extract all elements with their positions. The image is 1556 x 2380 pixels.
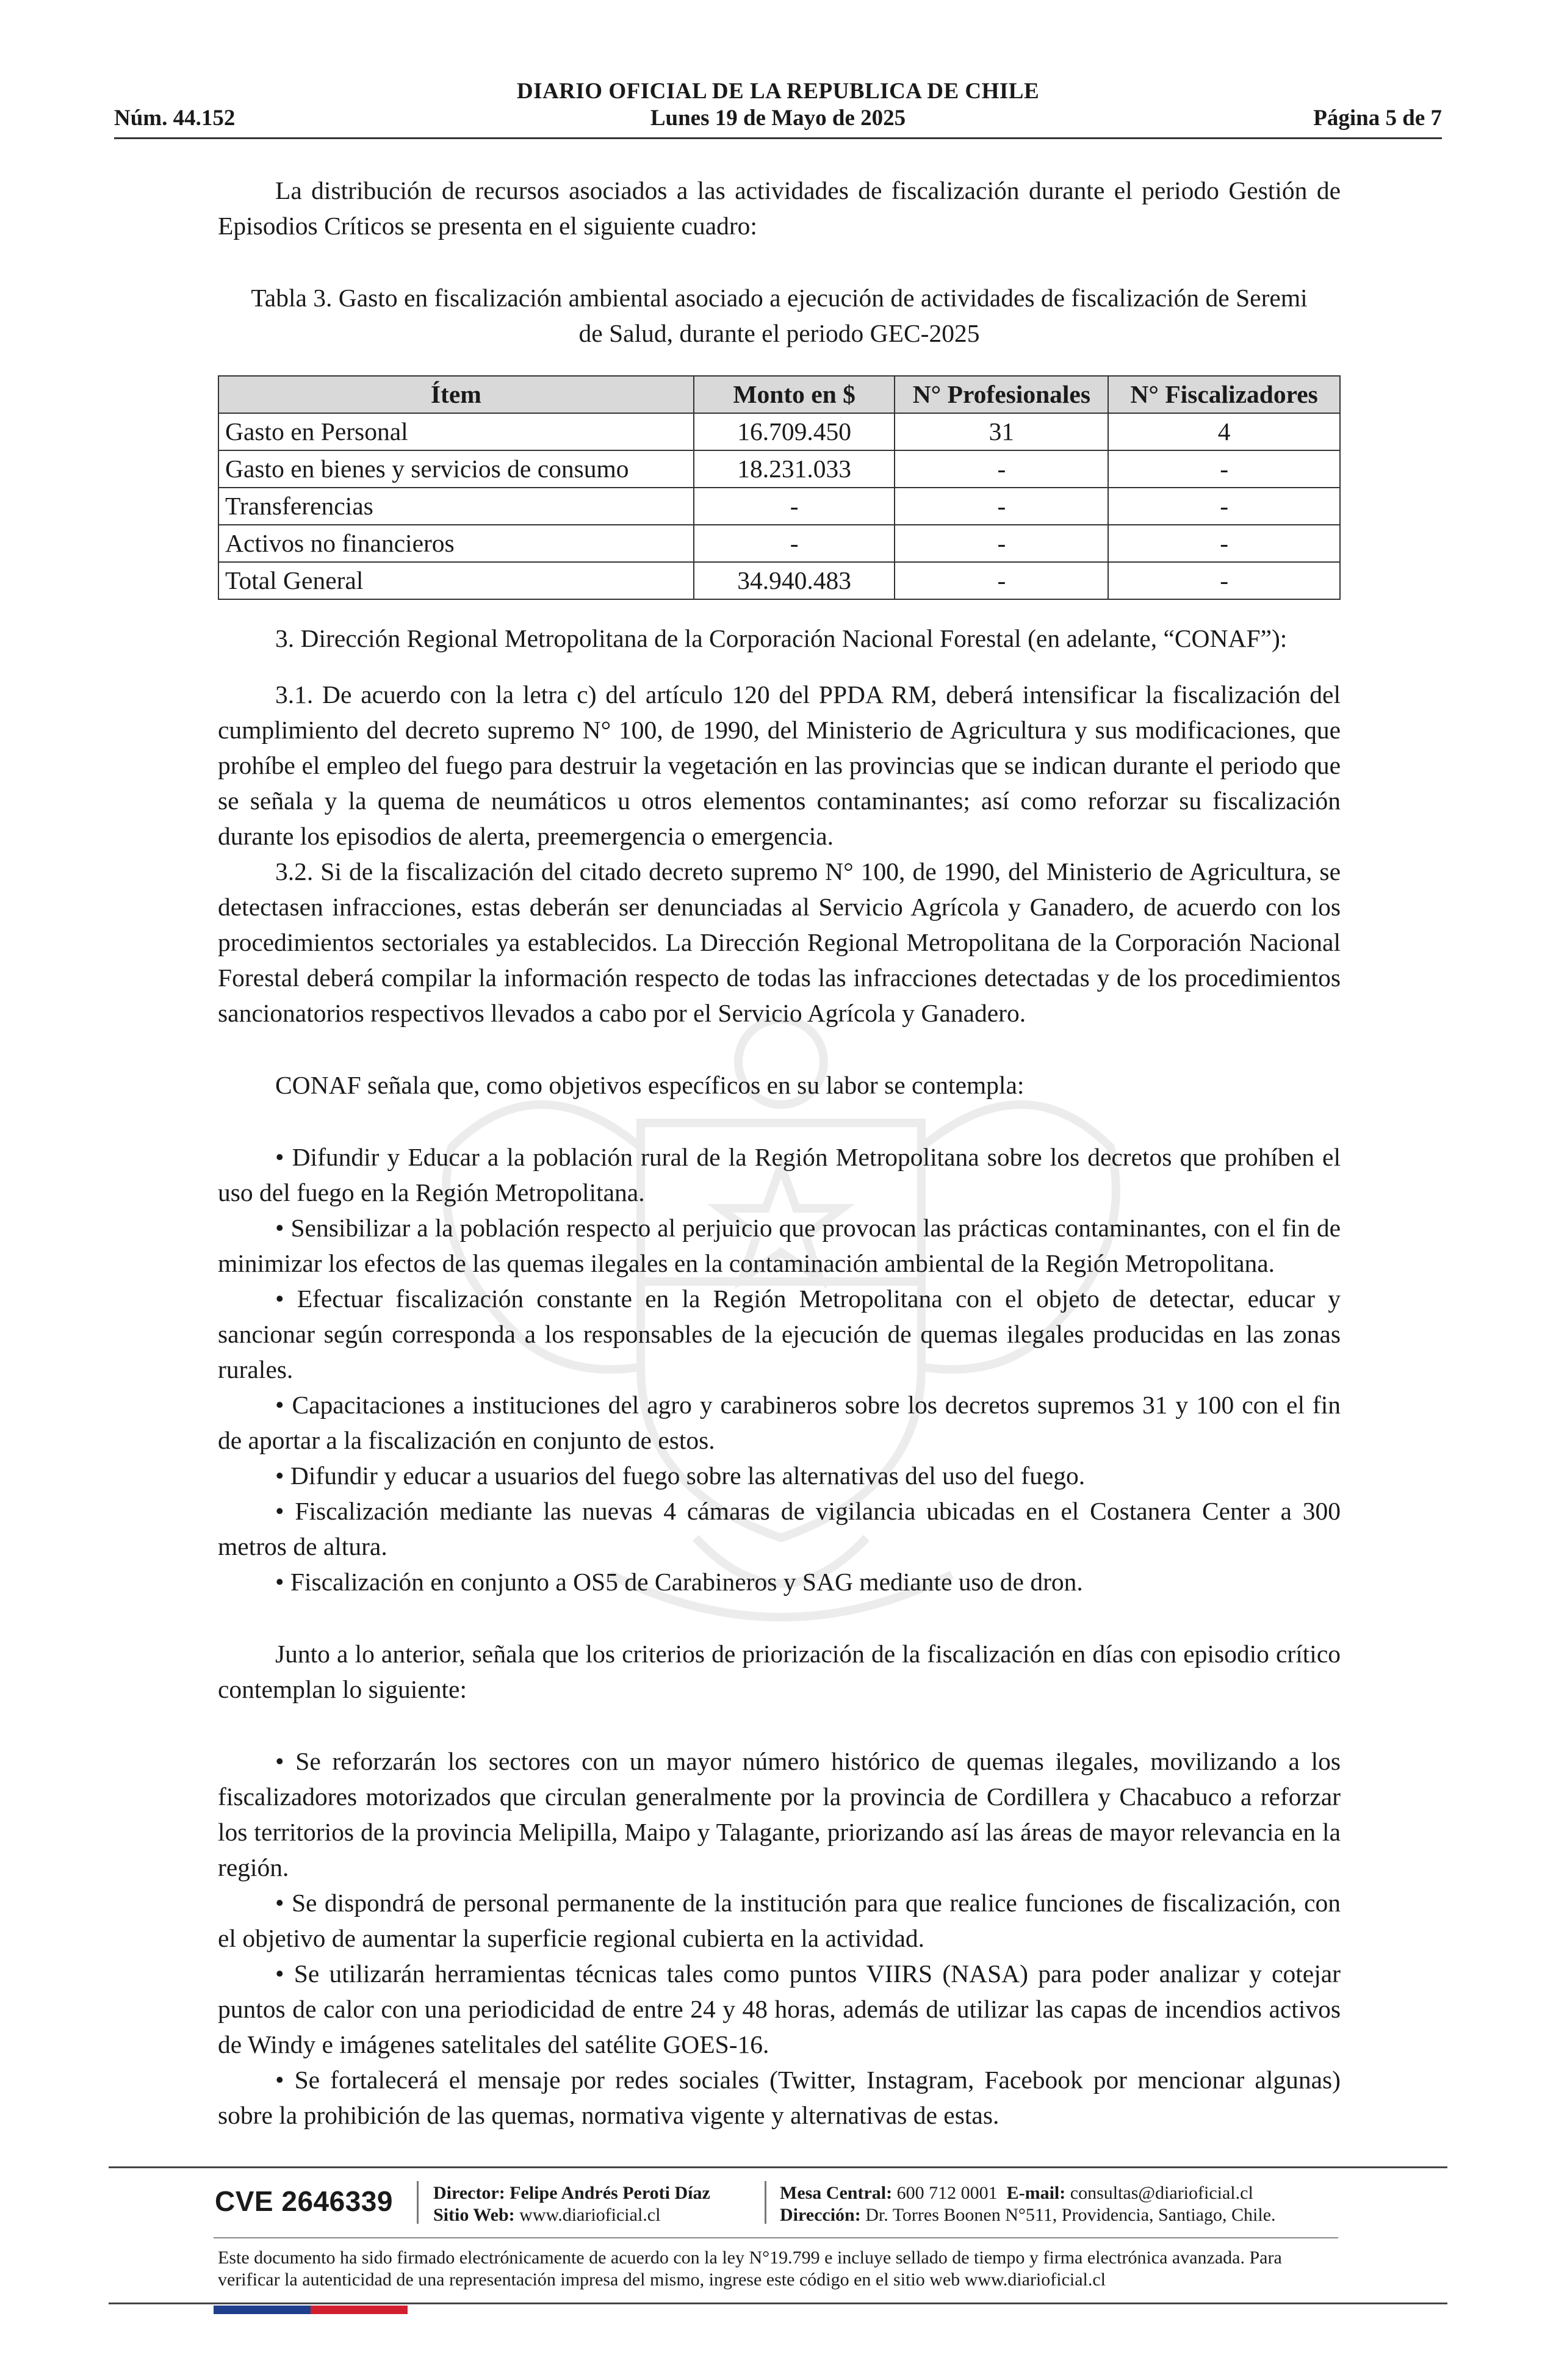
table-caption <box>218 280 1341 351</box>
table-cell: - <box>1108 488 1340 525</box>
table-cell: - <box>1108 450 1340 488</box>
table-cell: Gasto en Personal <box>218 413 694 450</box>
director-name: Felipe Andrés Peroti Díaz <box>510 2183 710 2203</box>
table-row <box>218 450 1340 488</box>
table-cell: - <box>694 525 895 562</box>
table-header-row <box>218 376 1340 413</box>
table-header-cell: Monto en $ <box>694 376 895 413</box>
section3-heading: 3. Dirección Regional Metropolitana de la Corporación Nacional Forestal (en adelante, “CONAF”): <box>275 624 1288 652</box>
intro-paragraph: La distribución de recursos asociados a las actividades de fiscalización durante el periodo Gestión de Episodios Críticos se presenta en el siguiente cuadro: <box>218 176 1341 240</box>
issue-number: Núm. 44.152 <box>114 106 236 131</box>
criteria-item: • Se utilizarán herramientas técnicas tales como puntos VIIRS (NASA) para poder analizar y cotejar puntos de calor con una periodicidad de entre 24 y 48 horas, además de utilizar las capas de incendios activos de Windy e imágenes satelitales del satélite GOES-16. <box>218 1960 1341 2058</box>
table-cell: - <box>895 450 1108 488</box>
objectives-intro: CONAF señala que, como objetivos específicos en su labor se contempla: <box>275 1071 1025 1099</box>
table-header-cell: Ítem <box>218 376 694 413</box>
page-header <box>114 73 1442 139</box>
cve-code: CVE 2646339 <box>215 2185 393 2217</box>
table-header-cell: N° Fiscalizadores <box>1108 376 1340 413</box>
table-caption-line1: Tabla 3. Gasto en fiscalización ambiental asociado a ejecución de actividades de fiscalización de Seremi <box>251 284 1308 312</box>
table-row <box>218 562 1340 599</box>
web-link[interactable]: www.diarioficial.cl <box>519 2205 661 2225</box>
legal-notice: Este documento ha sido firmado electrónicamente de acuerdo con la ley N°19.799 e incluye sellado de tiempo y firma electrónica avanzada. Para verificar la autenticidad de una representación impresa del mismo, ingrese este código en el sitio web www.diarioficial.cl <box>218 2248 1282 2290</box>
table-cell: 16.709.450 <box>694 413 895 450</box>
page-body <box>218 173 1341 2133</box>
table-caption-line2: de Salud, durante el periodo GEC-2025 <box>578 319 980 347</box>
table-cell: - <box>694 488 895 525</box>
table-cell: 31 <box>895 413 1108 450</box>
criteria-intro: Junto a lo anterior, señala que los criterios de priorización de la fiscalización en días con episodio crítico contemplan lo siguiente: <box>218 1640 1341 1703</box>
address-text: Dr. Torres Boonen N°511, Providencia, Santiago, Chile. <box>865 2205 1276 2225</box>
objective-item: • Fiscalización en conjunto a OS5 de Carabineros y SAG mediante uso de dron. <box>275 1568 1083 1596</box>
table-row <box>218 525 1340 562</box>
table-row <box>218 488 1340 525</box>
table-cell: Transferencias <box>218 488 694 525</box>
footer-divider <box>417 2181 419 2224</box>
table-cell: Total General <box>218 562 694 599</box>
table-cell: 34.940.483 <box>694 562 895 599</box>
expense-table <box>218 375 1341 600</box>
director-info <box>433 2182 710 2226</box>
paragraph-3-1: 3.1. De acuerdo con la letra c) del artículo 120 del PPDA RM, deberá intensificar la fiscalización del cumplimiento del decreto supremo N° 100, de 1990, del Ministerio de Agricultura y sus modificaciones, que prohíbe el empleo del fuego para destruir la vegetación en las provincias que se indican durante el periodo que se señala y la quema de neumáticos u otros elementos contaminantes; así como reforzar su fiscalización durante los episodios de alerta, preemergencia o emergencia. <box>218 680 1341 850</box>
footer-top-rule <box>109 2166 1447 2168</box>
footer-divider <box>765 2181 766 2224</box>
newspaper-title: DIARIO OFICIAL DE LA REPUBLICA DE CHILE <box>516 79 1040 104</box>
objective-item: • Capacitaciones a instituciones del agro y carabineros sobre los decretos supremos 31 y 100 con el fin de aportar a la fiscalización en conjunto de estos. <box>218 1391 1341 1454</box>
mesa-label: Mesa Central: <box>780 2183 893 2203</box>
footer-bottom-rule <box>109 2302 1447 2304</box>
mesa-phone: 600 712 0001 <box>896 2183 998 2203</box>
flag-blue-segment <box>214 2306 311 2314</box>
web-label: Sitio Web: <box>433 2205 515 2225</box>
table-cell: 4 <box>1108 413 1340 450</box>
table-cell: Gasto en bienes y servicios de consumo <box>218 450 694 488</box>
page-number: Página 5 de 7 <box>1313 106 1442 131</box>
table-cell: - <box>1108 562 1340 599</box>
issue-date: Lunes 19 de Mayo de 2025 <box>650 106 906 131</box>
objective-item: • Efectuar fiscalización constante en la Región Metropolitana con el objeto de detectar, educar y sancionar según corresponda a los responsables de la ejecución de quemas ilegales producidas en las zonas rurales. <box>218 1285 1341 1383</box>
objective-item: • Difundir y educar a usuarios del fuego sobre las alternativas del uso del fuego. <box>275 1462 1086 1490</box>
objective-item: • Sensibilizar a la población respecto al perjuicio que provocan las prácticas contaminantes, con el fin de minimizar los efectos de las quemas ilegales en la contaminación ambiental de la Región Metropolitana. <box>218 1214 1341 1277</box>
flag-stripe <box>214 2306 408 2314</box>
objective-item: • Difundir y Educar a la población rural de la Región Metropolitana sobre los decretos que prohíben el uso del fuego en la Región Metropolitana. <box>218 1143 1341 1206</box>
contact-info <box>780 2182 1276 2226</box>
table-header-cell: N° Profesionales <box>895 376 1108 413</box>
address-label: Dirección: <box>780 2205 861 2225</box>
paragraph-3-2: 3.2. Si de la fiscalización del citado decreto supremo N° 100, de 1990, del Ministerio de Agricultura, se detectasen infracciones, estas deberán ser denunciadas al Servicio Agrícola y Ganadero, de acuerdo con los procedimientos sectoriales ya establecidos. La Dirección Regional Metropolitana de la Corporación Nacional Forestal deberá compilar la información respecto de todas las infracciones detectadas y de los procedimientos sancionatorios respectivos llevados a cabo por el Servicio Agrícola y Ganadero. <box>218 857 1341 1027</box>
email-link[interactable]: consultas@diarioficial.cl <box>1070 2183 1253 2203</box>
table-cell: - <box>1108 525 1340 562</box>
footer-mid-rule <box>214 2237 1338 2238</box>
email-label: E-mail: <box>1006 2183 1066 2203</box>
table-cell: - <box>895 562 1108 599</box>
table-cell: - <box>895 525 1108 562</box>
criteria-item: • Se reforzarán los sectores con un mayor número histórico de quemas ilegales, movilizando a los fiscalizadores motorizados que circulan generalmente por la provincia de Cordillera y Chacabuco a reforzar los territorios de la provincia Melipilla, Maipo y Talagante, priorizando así las áreas de mayor relevancia en la región. <box>218 1747 1341 1881</box>
flag-red-segment <box>311 2306 408 2314</box>
table-cell: 18.231.033 <box>694 450 895 488</box>
criteria-item: • Se dispondrá de personal permanente de la institución para que realice funciones de fiscalización, con el objetivo de aumentar la superficie regional cubierta en la actividad. <box>218 1889 1341 1952</box>
objective-item: • Fiscalización mediante las nuevas 4 cámaras de vigilancia ubicadas en el Costanera Center a 300 metros de altura. <box>218 1497 1341 1560</box>
director-label: Director: <box>433 2183 505 2203</box>
table-cell: Activos no financieros <box>218 525 694 562</box>
table-row <box>218 413 1340 450</box>
table-cell: - <box>895 488 1108 525</box>
criteria-item: • Se fortalecerá el mensaje por redes sociales (Twitter, Instagram, Facebook por mencionar algunas) sobre la prohibición de las quemas, normativa vigente y alternativas de estas. <box>218 2066 1341 2129</box>
